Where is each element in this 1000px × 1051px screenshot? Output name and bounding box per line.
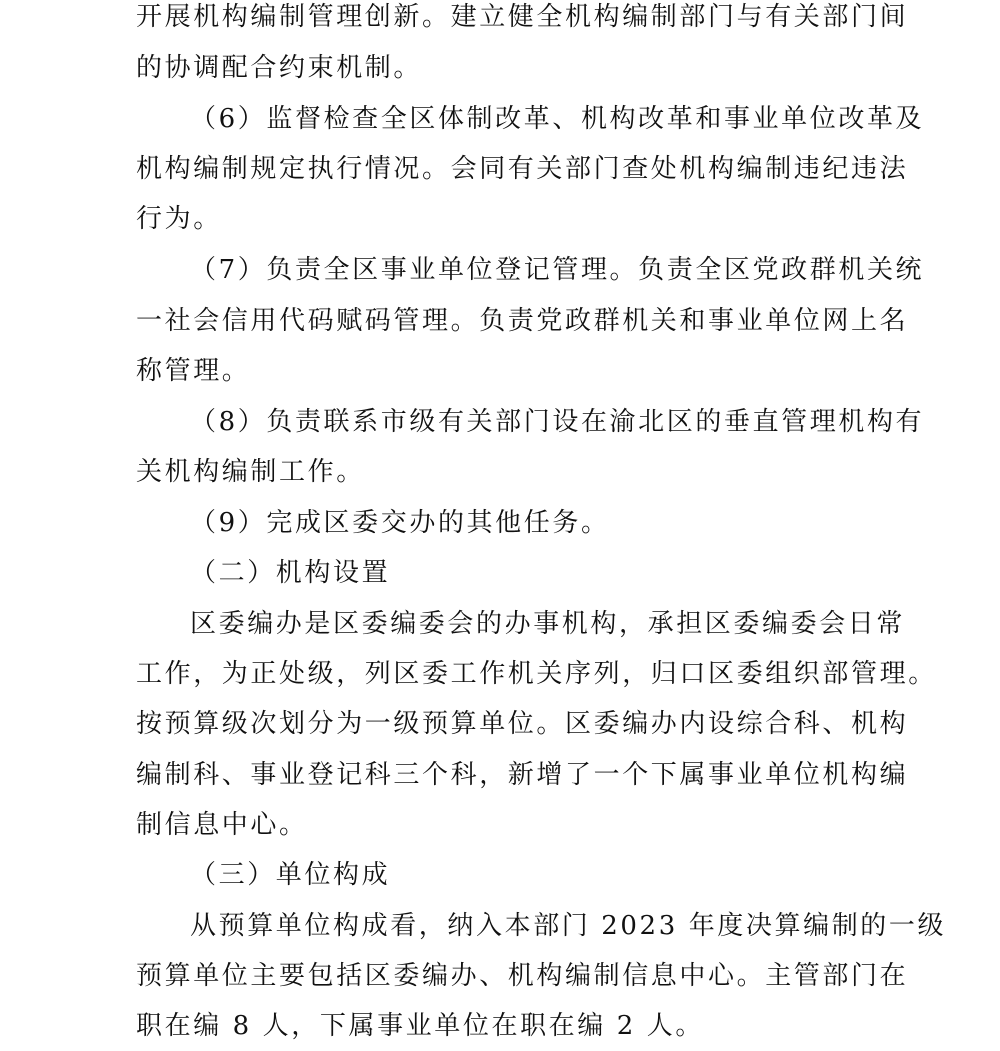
text-line: 工作，为正处级，列区委工作机关序列，归口区委组织部管理。 (136, 659, 937, 689)
text-line: （6）监督检查全区体制改革、机构改革和事业单位改革及 (190, 104, 925, 134)
text-line: 的协调配合约束机制。 (136, 53, 423, 83)
text-line: 称管理。 (136, 356, 251, 386)
text-line: 区委编办是区委编委会的办事机构，承担区委编委会日常 (190, 609, 906, 639)
text-line: （7）负责全区事业单位登记管理。负责全区党政群机关统 (190, 255, 925, 285)
section-heading: （二）机构设置 (190, 558, 391, 588)
text-line: 机构编制规定执行情况。会同有关部门查处机构编制违纪违法 (136, 154, 909, 184)
text-line: 关机构编制工作。 (136, 457, 365, 487)
section-heading: （三）单位构成 (190, 860, 391, 890)
text-line: 一社会信用代码赋码管理。负责党政群机关和事业单位网上名 (136, 306, 909, 336)
text-line: 制信息中心。 (136, 810, 308, 840)
text-line: （9）完成区委交办的其他任务。 (190, 508, 610, 538)
text-line: 行为。 (136, 204, 222, 234)
text-line: 按预算级次划分为一级预算单位。区委编办内设综合科、机构 (136, 709, 909, 739)
text-line: 预算单位主要包括区委编办、机构编制信息中心。主管部门在 (136, 961, 909, 991)
text-line: （8）负责联系市级有关部门设在渝北区的垂直管理机构有 (190, 407, 925, 437)
text-line: 编制科、事业登记科三个科，新增了一个下属事业单位机构编 (136, 760, 909, 790)
text-line: 职在编 8 人，下属事业单位在职在编 2 人。 (136, 1011, 704, 1041)
text-line: 开展机构编制管理创新。建立健全机构编制部门与有关部门间 (136, 2, 909, 32)
text-line: 从预算单位构成看，纳入本部门 2023 年度决算编制的一级 (190, 911, 947, 941)
